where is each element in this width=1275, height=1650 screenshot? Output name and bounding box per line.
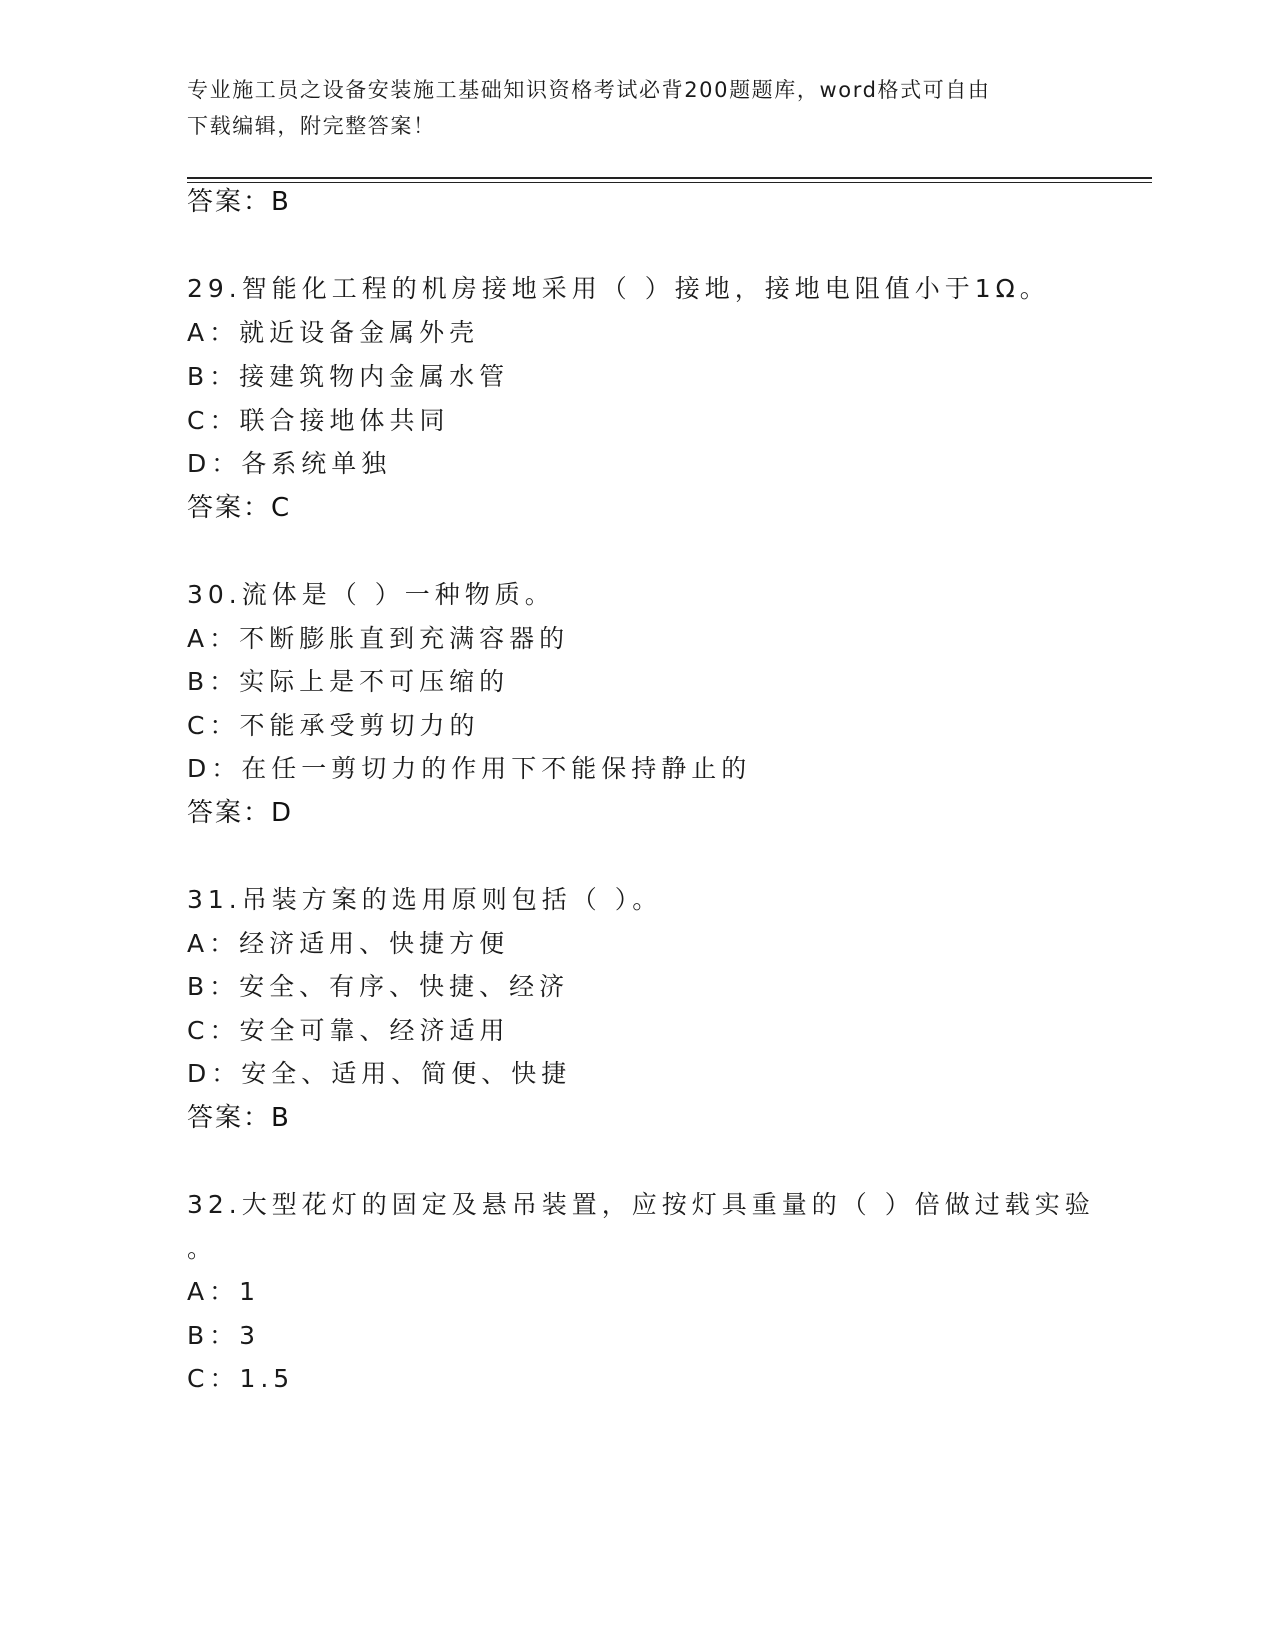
header-line-1: 专业施工员之设备安装施工基础知识资格考试必背200题题库，word格式可自由 bbox=[187, 78, 991, 102]
question-31-option-c: C：安全可靠、经济适用 bbox=[187, 1016, 510, 1045]
answer-28: 答案：B bbox=[187, 187, 291, 217]
document-header bbox=[187, 72, 1087, 144]
question-29-option-c: C：联合接地体共同 bbox=[187, 406, 450, 435]
question-29-answer: 答案：C bbox=[187, 493, 292, 523]
question-29-option-a: A：就近设备金属外壳 bbox=[187, 318, 480, 347]
header-divider-thin bbox=[187, 182, 1152, 183]
question-32-stem-continuation: 。 bbox=[187, 1234, 218, 1263]
question-32-stem: 32.大型花灯的固定及悬吊装置，应按灯具重量的（ ）倍做过载实验 bbox=[187, 1190, 1095, 1219]
question-31-option-a: A：经济适用、快捷方便 bbox=[187, 929, 510, 958]
question-30-option-d: D：在任一剪切力的作用下不能保持静止的 bbox=[187, 754, 752, 783]
question-29-option-b: B：接建筑物内金属水管 bbox=[187, 362, 510, 391]
question-31-stem: 31.吊装方案的选用原则包括（ ）。 bbox=[187, 885, 663, 914]
question-30-stem: 30.流体是（ ）一种物质。 bbox=[187, 580, 555, 609]
question-29-option-d: D：各系统单独 bbox=[187, 449, 392, 478]
question-31-answer: 答案：B bbox=[187, 1103, 291, 1133]
question-29-stem: 29.智能化工程的机房接地采用（ ）接地，接地电阻值小于1Ω。 bbox=[187, 274, 1050, 303]
question-31-option-d: D：安全、适用、简便、快捷 bbox=[187, 1059, 572, 1088]
question-30-option-b: B：实际上是不可压缩的 bbox=[187, 667, 510, 696]
header-line-2: 下载编辑，附完整答案！ bbox=[187, 114, 436, 138]
question-32-option-b: B：3 bbox=[187, 1321, 261, 1350]
question-30-answer: 答案：D bbox=[187, 798, 294, 828]
header-divider-thick bbox=[187, 177, 1152, 179]
question-32-option-c: C：1.5 bbox=[187, 1364, 295, 1393]
question-30-option-a: A：不断膨胀直到充满容器的 bbox=[187, 624, 570, 653]
question-31-option-b: B：安全、有序、快捷、经济 bbox=[187, 972, 570, 1001]
question-30-option-c: C：不能承受剪切力的 bbox=[187, 711, 480, 740]
question-32-option-a: A：1 bbox=[187, 1277, 261, 1306]
